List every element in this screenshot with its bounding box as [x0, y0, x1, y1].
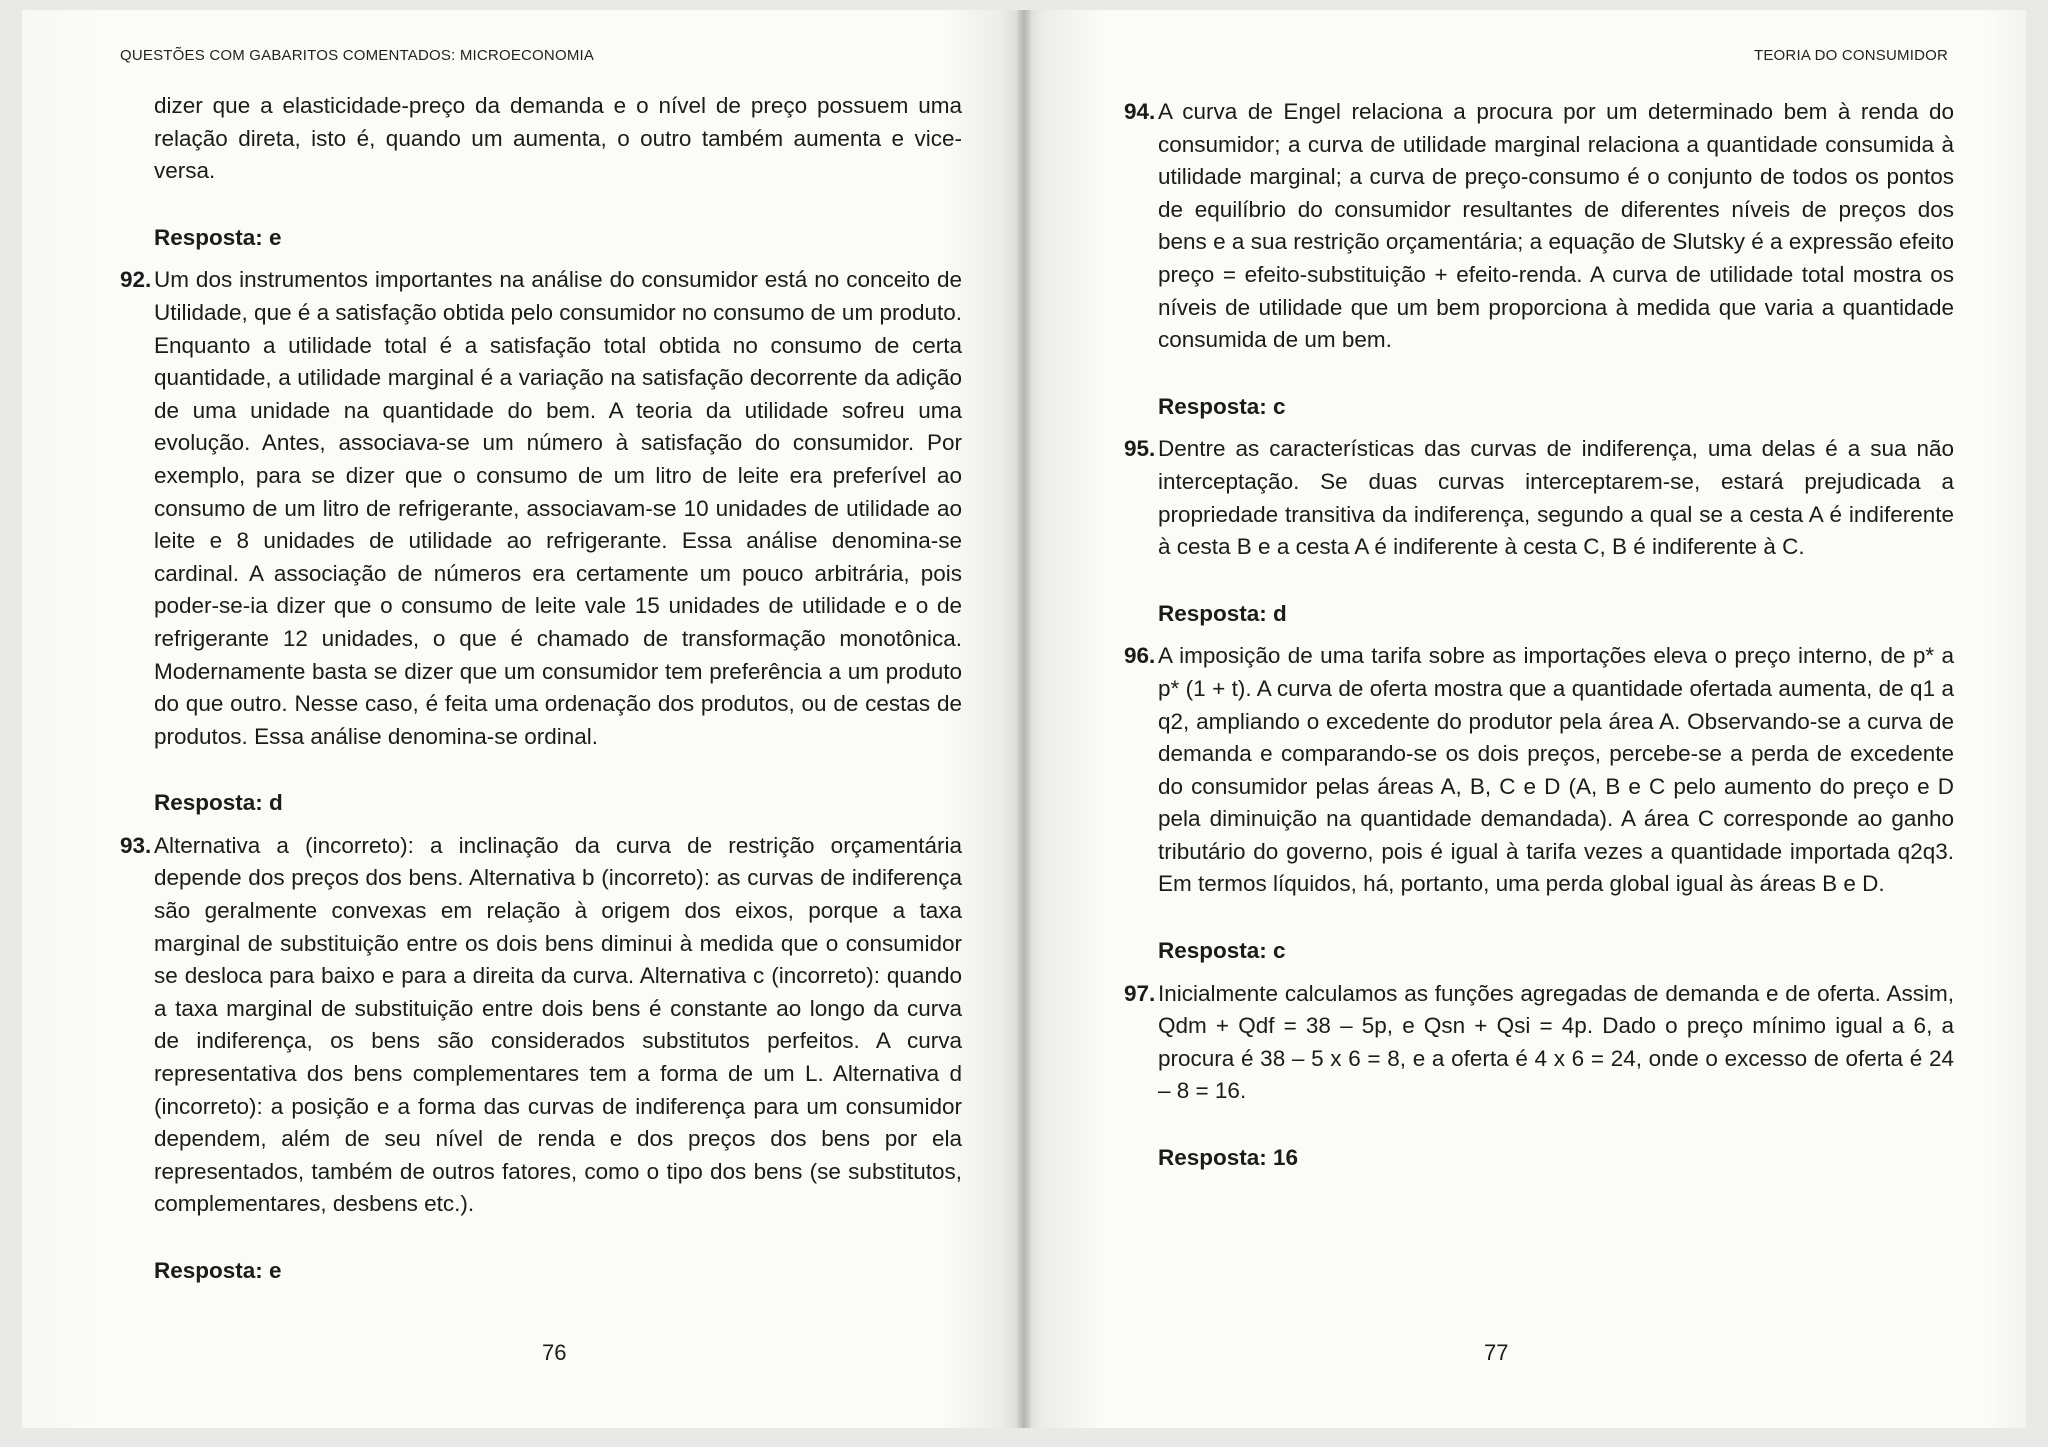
answer-label: Resposta: e: [154, 224, 282, 250]
page-number-left: 76: [542, 1340, 567, 1365]
question-95: [1124, 433, 1954, 563]
question-94: [1124, 96, 1954, 357]
answer-label: Resposta: d: [1158, 600, 1287, 626]
running-head-right: TEORIA DO CONSUMIDOR: [1753, 47, 1948, 64]
book-spread: [22, 10, 2026, 1428]
question-text: A curva de Engel relaciona a procura por um determinado bem à renda do consumidor; a curva de utilidade marginal relaciona a quantidade consumida à utilidade marginal; a curva de preço-consumo é o conjunto de todos os pontos de equilíbrio do consumidor resultantes de diferentes níveis de preços dos bens e a sua restrição orçamentária; a equação de Slutsky é a expressão efeito preço = efeito-substituição + efeito-renda. A curva de utilidade total mostra os níveis de utilidade que um bem proporciona à medida que varia a quantidade consumida de um bem.: [1158, 99, 1954, 353]
question-text: Um dos instrumentos importantes na análise do consumidor está no conceito de Utilidade, que é a satisfação obtida pelo consumidor no consumo de um produto. Enquanto a utilidade total é a satisfação total obtida no consumo de certa quantidade, a utilidade marginal é a variação na satisfação decorrente da adição de uma unidade na quantidade do bem. A teoria da utilidade sofreu uma evolução. Antes, associava-se um número à satisfação do consumidor. Por exemplo, para se dizer que o consumo de um litro de leite era preferível ao consumo de um litro de refrigerante, associavam-se 10 unidades de utilidade ao leite e 8 unidades de utilidade ao refrigerante. Essa análise denomina-se cardinal. A associação de números era certamente um pouco arbitrária, pois poder-se-ia dizer que o consumo de leite vale 15 unidades de utilidade e o de refrigerante 12 unidades, o que é chamado de transformação monotônica. Modernamente basta se dizer que um consumidor tem preferência a um produto do que outro. Nesse caso, é feita uma ordenação dos produtos, ou de cestas de produtos. Essa análise denomina-se ordinal.: [154, 267, 963, 749]
question-number: 94.: [1124, 99, 1156, 124]
left-page: [22, 10, 1022, 1428]
answer-label: Resposta: d: [154, 790, 283, 816]
question-92: [120, 264, 962, 753]
question-97: [1124, 978, 1954, 1108]
question-text: Alternativa a (incorreto): a inclinação da curva de restrição orçamentária depende dos preços dos bens. Alternativa b (incorreto): as curvas de indiferença são geralmente convexas em relação à origem dos eixos, porque a taxa marginal de substituição entre os dois bens diminui à medida que o consumidor se desloca para baixo e para a direita da curva. Alternativa c (incorreto): quando a taxa marginal de substituição entre dois bens é constante ao longo da curva de indiferença, os bens são considerados substitutos perfeitos. A curva representativa dos bens complementares tem a forma de um L. Alternativa d (incorreto): a posição e a forma das curvas de indiferença para um consumidor dependem, além de seu nível de renda e dos preços dos bens por ela representados, também de outros fatores, como o tipo dos bens (se substitutos, complementares, desbens etc.).: [154, 832, 962, 1217]
continuation-paragraph: dizer que a elasticidade-preço da demanda e o nível de preço possuem uma relação direta, isto é, quando um aumenta, o outro também aumenta e vice-versa.: [154, 93, 962, 184]
question-96: [1124, 640, 1954, 901]
answer-label: Resposta: 16: [1158, 1145, 1299, 1171]
question-number: 93.: [120, 832, 152, 858]
right-page: [1022, 10, 2026, 1428]
left-page-content: [120, 90, 962, 1298]
page-number-right: 77: [1484, 1340, 1509, 1365]
book-gutter-shadow: [1017, 10, 1031, 1428]
question-number: 97.: [1124, 980, 1156, 1006]
right-page-content: [1124, 90, 1954, 1185]
question-number: 96.: [1124, 643, 1156, 669]
answer-label: Resposta: c: [1158, 393, 1286, 419]
question-number: 95.: [1124, 436, 1156, 462]
question-text: Inicialmente calculamos as funções agregadas de demanda e de oferta. Assim, Qdm + Qdf = 38 – 5p, e Qsn + Qsi = 4p. Dado o preço mínimo igual a 6, a procura é 38 – 5 x 6 = 8, e a oferta é 4 x 6 = 24, onde o excesso de oferta é 24 – 8 = 16.: [1158, 980, 1954, 1104]
answer-label: Resposta: c: [1158, 938, 1286, 964]
question-text: A imposição de uma tarifa sobre as importações eleva o preço interno, de p* a p* (1 + t). A curva de oferta mostra que a quantidade ofertada aumenta, de q1 a q2, ampliando o excedente do produtor pela área A. Observando-se a curva de demanda e comparando-se os dois preços, percebe-se a perda de excedente do consumidor pelas áreas A, B, C e D (A, B e C pelo aumento do preço e D pela diminuição na quantidade demandada). A área C corresponde ao ganho tributário do governo, pois é igual à tarifa vezes a quantidade importada q2q3. Em termos líquidos, há, portanto, uma perda global igual às áreas B e D.: [1158, 643, 1954, 897]
running-head-left: QUESTÕES COM GABARITOS COMENTADOS: MICROECONOMIA: [120, 47, 595, 64]
question-text: Dentre as características das curvas de indiferença, uma delas é a sua não interceptação. Se duas curvas interceptarem-se, estará prejudicada a propriedade transitiva da indiferença, segundo a qual se a cesta A é indiferente à cesta B e a cesta A é indiferente à cesta C, B é indiferente à C.: [1158, 436, 1954, 560]
question-number: 92.: [120, 267, 152, 293]
answer-label: Resposta: e: [154, 1258, 282, 1283]
question-93: [120, 830, 962, 1221]
